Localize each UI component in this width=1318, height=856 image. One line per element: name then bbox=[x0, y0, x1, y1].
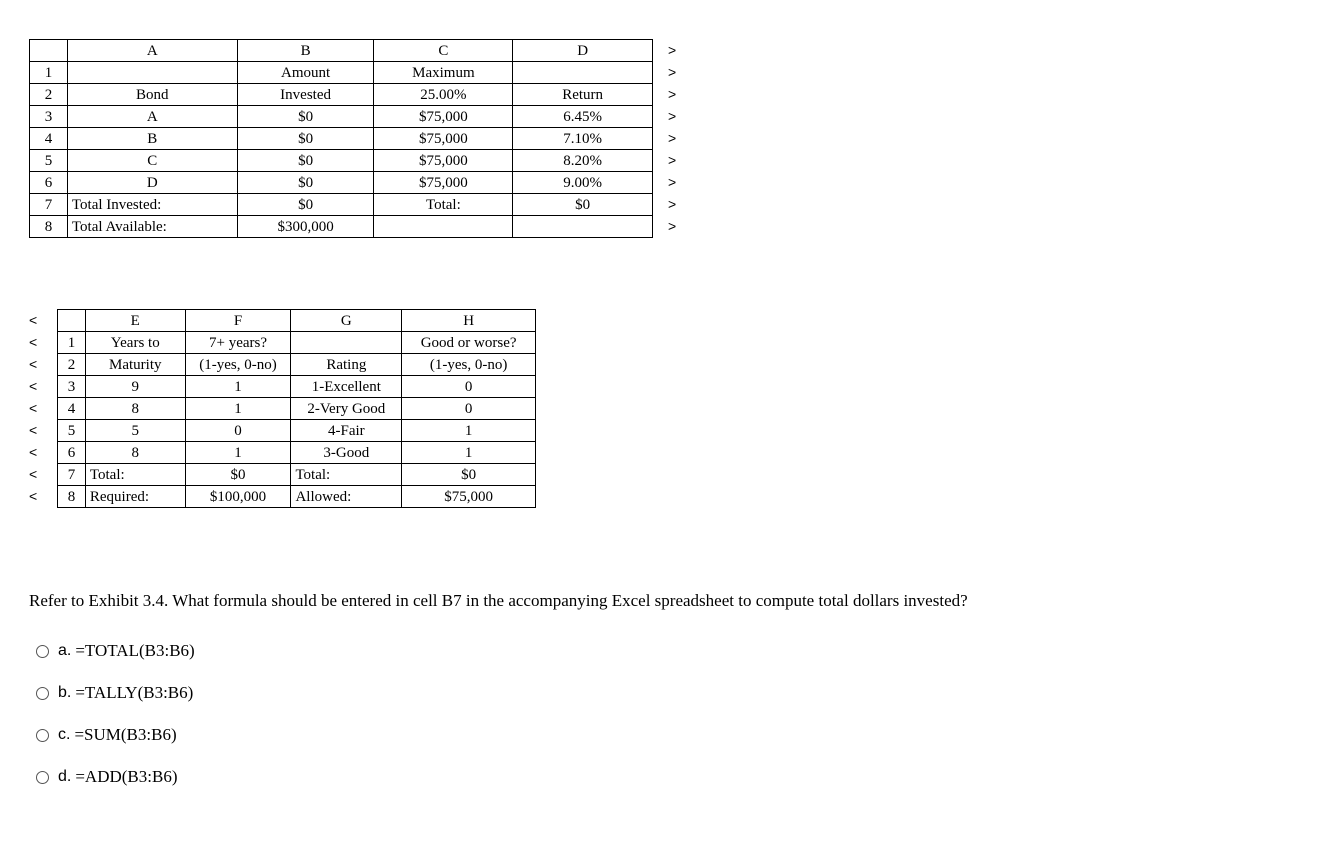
marker-glyph: > bbox=[668, 152, 677, 168]
column-header-h: H bbox=[402, 310, 536, 332]
column-header-a: A bbox=[67, 40, 237, 62]
cell-a1 bbox=[67, 62, 237, 84]
cell-d2: Return bbox=[513, 84, 653, 106]
cell-a3: A bbox=[67, 106, 237, 128]
cell-e5: 5 bbox=[85, 420, 185, 442]
cell-g7: Total: bbox=[291, 464, 402, 486]
option-text: =ADD(B3:B6) bbox=[75, 767, 178, 786]
table-row bbox=[30, 84, 653, 106]
marker-glyph: > bbox=[668, 130, 677, 146]
table-row bbox=[58, 376, 536, 398]
row-number: 8 bbox=[58, 486, 86, 508]
cell-a6: D bbox=[67, 172, 237, 194]
cell-d3: 6.45% bbox=[513, 106, 653, 128]
cell-e3: 9 bbox=[85, 376, 185, 398]
table-row bbox=[58, 464, 536, 486]
cell-b7: $0 bbox=[237, 194, 374, 216]
marker-glyph: > bbox=[668, 86, 677, 102]
marker-glyph: < bbox=[29, 444, 38, 460]
marker-glyph: > bbox=[668, 174, 677, 190]
cell-c7: Total: bbox=[374, 194, 513, 216]
cell-f1: 7+ years? bbox=[185, 332, 291, 354]
column-header-b: B bbox=[237, 40, 374, 62]
cell-f7: $0 bbox=[185, 464, 291, 486]
question-text: Refer to Exhibit 3.4. What formula should be entered in cell B7 in the accompanying Excel spreadsheet to compute total dollars invested? bbox=[29, 591, 968, 610]
row-number: 5 bbox=[58, 420, 86, 442]
row-number: 3 bbox=[30, 106, 68, 128]
option-text: =TOTAL(B3:B6) bbox=[75, 641, 195, 660]
radio-button-icon[interactable] bbox=[36, 771, 49, 784]
option-letter: a. bbox=[58, 642, 72, 659]
marker-glyph: < bbox=[29, 334, 38, 350]
cell-g3: 1-Excellent bbox=[291, 376, 402, 398]
cell-h6: 1 bbox=[402, 442, 536, 464]
cell-f4: 1 bbox=[185, 398, 291, 420]
cell-c3: $75,000 bbox=[374, 106, 513, 128]
column-header-row bbox=[58, 310, 536, 332]
table-row bbox=[30, 150, 653, 172]
answer-option-c[interactable] bbox=[36, 714, 195, 756]
cell-a5: C bbox=[67, 150, 237, 172]
table-row bbox=[58, 332, 536, 354]
cell-h4: 0 bbox=[402, 398, 536, 420]
cell-f2: (1-yes, 0-no) bbox=[185, 354, 291, 376]
column-header-e: E bbox=[85, 310, 185, 332]
marker-glyph: < bbox=[29, 422, 38, 438]
column-header-f: F bbox=[185, 310, 291, 332]
cell-e6: 8 bbox=[85, 442, 185, 464]
table-row bbox=[30, 62, 653, 84]
row-number: 6 bbox=[58, 442, 86, 464]
cell-c4: $75,000 bbox=[374, 128, 513, 150]
cell-f5: 0 bbox=[185, 420, 291, 442]
cell-b6: $0 bbox=[237, 172, 374, 194]
cell-g4: 2-Very Good bbox=[291, 398, 402, 420]
cell-h8: $75,000 bbox=[402, 486, 536, 508]
column-header-d: D bbox=[513, 40, 653, 62]
cell-a4: B bbox=[67, 128, 237, 150]
cell-g5: 4-Fair bbox=[291, 420, 402, 442]
cell-d5: 8.20% bbox=[513, 150, 653, 172]
cell-c8 bbox=[374, 216, 513, 238]
cell-g8: Allowed: bbox=[291, 486, 402, 508]
corner-cell bbox=[30, 40, 68, 62]
radio-button-icon[interactable] bbox=[36, 729, 49, 742]
row-number: 3 bbox=[58, 376, 86, 398]
table-row bbox=[58, 486, 536, 508]
answer-option-b[interactable] bbox=[36, 672, 195, 714]
cell-d1 bbox=[513, 62, 653, 84]
row-number: 1 bbox=[30, 62, 68, 84]
marker-glyph: < bbox=[29, 466, 38, 482]
table-row bbox=[30, 194, 653, 216]
cell-b8: $300,000 bbox=[237, 216, 374, 238]
cell-f3: 1 bbox=[185, 376, 291, 398]
cell-d7: $0 bbox=[513, 194, 653, 216]
radio-button-icon[interactable] bbox=[36, 645, 49, 658]
column-header-c: C bbox=[374, 40, 513, 62]
row-markers-right bbox=[668, 39, 676, 237]
cell-g6: 3-Good bbox=[291, 442, 402, 464]
cell-d6: 9.00% bbox=[513, 172, 653, 194]
corner-cell bbox=[58, 310, 86, 332]
table-row bbox=[30, 106, 653, 128]
table-row bbox=[58, 354, 536, 376]
row-markers-left bbox=[29, 309, 37, 507]
option-letter: c. bbox=[58, 726, 71, 743]
table-row bbox=[58, 420, 536, 442]
cell-g1 bbox=[291, 332, 402, 354]
option-text: =SUM(B3:B6) bbox=[74, 725, 177, 744]
cell-b5: $0 bbox=[237, 150, 374, 172]
row-number: 4 bbox=[58, 398, 86, 420]
cell-h7: $0 bbox=[402, 464, 536, 486]
cell-d8 bbox=[513, 216, 653, 238]
cell-a2: Bond bbox=[67, 84, 237, 106]
row-number: 6 bbox=[30, 172, 68, 194]
answer-option-a[interactable] bbox=[36, 630, 195, 672]
marker-glyph: < bbox=[29, 312, 38, 328]
table-row bbox=[30, 216, 653, 238]
row-number: 7 bbox=[58, 464, 86, 486]
answer-options bbox=[36, 630, 195, 798]
cell-d4: 7.10% bbox=[513, 128, 653, 150]
option-text: =TALLY(B3:B6) bbox=[75, 683, 194, 702]
cell-g2: Rating bbox=[291, 354, 402, 376]
marker-glyph: > bbox=[668, 64, 677, 80]
answer-option-d[interactable] bbox=[36, 756, 195, 798]
marker-glyph: > bbox=[668, 42, 677, 58]
row-number: 8 bbox=[30, 216, 68, 238]
cell-e4: 8 bbox=[85, 398, 185, 420]
cell-c1: Maximum bbox=[374, 62, 513, 84]
column-header-row bbox=[30, 40, 653, 62]
table-row bbox=[30, 172, 653, 194]
cell-e2: Maturity bbox=[85, 354, 185, 376]
cell-b2: Invested bbox=[237, 84, 374, 106]
marker-glyph: < bbox=[29, 488, 38, 504]
table-row bbox=[58, 398, 536, 420]
cell-h3: 0 bbox=[402, 376, 536, 398]
cell-b4: $0 bbox=[237, 128, 374, 150]
radio-button-icon[interactable] bbox=[36, 687, 49, 700]
cell-f8: $100,000 bbox=[185, 486, 291, 508]
cell-a7: Total Invested: bbox=[67, 194, 237, 216]
cell-c5: $75,000 bbox=[374, 150, 513, 172]
cell-e1: Years to bbox=[85, 332, 185, 354]
cell-b1: Amount bbox=[237, 62, 374, 84]
row-number: 1 bbox=[58, 332, 86, 354]
row-number: 4 bbox=[30, 128, 68, 150]
marker-glyph: > bbox=[668, 108, 677, 124]
cell-h2: (1-yes, 0-no) bbox=[402, 354, 536, 376]
marker-glyph: < bbox=[29, 400, 38, 416]
option-letter: d. bbox=[58, 768, 72, 785]
bond-criteria-table bbox=[57, 309, 536, 508]
cell-a8: Total Available: bbox=[67, 216, 237, 238]
cell-c6: $75,000 bbox=[374, 172, 513, 194]
row-number: 7 bbox=[30, 194, 68, 216]
row-number: 2 bbox=[58, 354, 86, 376]
row-number: 2 bbox=[30, 84, 68, 106]
bond-investment-table bbox=[29, 39, 653, 238]
option-letter: b. bbox=[58, 684, 72, 701]
cell-f6: 1 bbox=[185, 442, 291, 464]
cell-c2: 25.00% bbox=[374, 84, 513, 106]
table-row bbox=[30, 128, 653, 150]
row-number: 5 bbox=[30, 150, 68, 172]
column-header-g: G bbox=[291, 310, 402, 332]
cell-h5: 1 bbox=[402, 420, 536, 442]
cell-h1: Good or worse? bbox=[402, 332, 536, 354]
table-row bbox=[58, 442, 536, 464]
marker-glyph: < bbox=[29, 378, 38, 394]
marker-glyph: < bbox=[29, 356, 38, 372]
marker-glyph: > bbox=[668, 218, 677, 234]
marker-glyph: > bbox=[668, 196, 677, 212]
cell-e7: Total: bbox=[85, 464, 185, 486]
cell-e8: Required: bbox=[85, 486, 185, 508]
cell-b3: $0 bbox=[237, 106, 374, 128]
